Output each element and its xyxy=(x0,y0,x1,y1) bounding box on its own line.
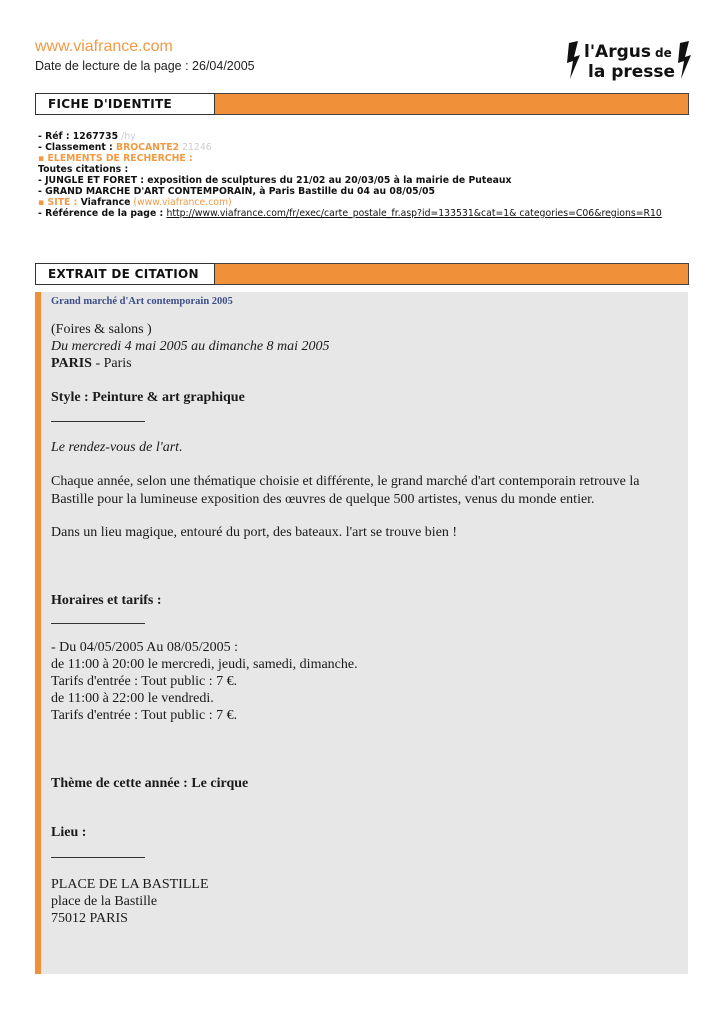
bullet-icon: ▪ xyxy=(38,197,48,208)
fiche-section-fill xyxy=(215,93,689,115)
argus-logo xyxy=(566,35,692,85)
extract-panel xyxy=(35,292,688,974)
horaires-heading: Horaires et tarifs : xyxy=(51,593,162,608)
ref-page-label: - Référence de la page : xyxy=(38,208,167,219)
logo-line2: la presse xyxy=(588,62,676,82)
city xyxy=(51,356,132,372)
site-name: Viafrance xyxy=(80,197,131,208)
citation-2: - GRAND MARCHE D'ART CONTEMPORAIN, à Paris Bastille du 04 au 08/05/05 xyxy=(38,186,435,197)
site-row xyxy=(38,197,662,208)
ref-page-row xyxy=(38,208,662,219)
horaires-line: Tarifs d'entrée : Tout public : 7 €. xyxy=(51,708,238,723)
ref-label: - Réf : xyxy=(38,131,73,142)
fiche-section-label: FICHE D'IDENTITE xyxy=(35,93,215,115)
city-rest: - Paris xyxy=(91,356,132,371)
paragraph-1: Chaque année, selon une thématique choisie et différente, le grand marché d'art contemporain retrouve la Bastille pour la lumineuse exposition des œuvres de quelque 500 artistes, venus du monde entier. xyxy=(51,474,640,507)
lieu-line: place de la Bastille xyxy=(51,894,158,909)
elements-label: ELEMENTS DE RECHERCHE : xyxy=(47,153,193,164)
ref-row xyxy=(38,131,662,142)
paragraph-2: Dans un lieu magique, entouré du port, des bateaux. l'art se trouve bien ! xyxy=(51,525,458,540)
extract-title: Grand marché d'Art contemporain 2005 xyxy=(51,296,233,307)
horaires-line: de 11:00 à 22:00 le vendredi. xyxy=(51,691,214,706)
dates: Du mercredi 4 mai 2005 au dimanche 8 mai 2005 xyxy=(51,339,330,354)
horaires-line: - Du 04/05/2005 Au 08/05/2005 : xyxy=(51,640,239,655)
logo-line1: l'Argus xyxy=(584,42,651,62)
classement-value: BROCANTE2 xyxy=(116,142,180,153)
horaires-line: Tarifs d'entrée : Tout public : 7 €. xyxy=(51,674,238,689)
divider xyxy=(51,421,145,422)
extrait-section-bar xyxy=(35,263,689,285)
site-url-ref[interactable]: (www.viafrance.com) xyxy=(133,197,232,208)
ref-ghost: /hy xyxy=(121,131,136,142)
elements-row xyxy=(38,153,662,164)
lieu-line: PLACE DE LA BASTILLE xyxy=(51,877,209,892)
citations-label: Toutes citations : xyxy=(38,164,129,175)
horaires-line: de 11:00 à 20:00 le mercredi, jeudi, samedi, dimanche. xyxy=(51,657,358,672)
extrait-section-label: EXTRAIT DE CITATION xyxy=(35,263,215,285)
classement-ghost: 21246 xyxy=(182,142,212,153)
classement-row xyxy=(38,142,662,153)
ref-value: 1267735 xyxy=(72,131,119,142)
citation-1: - JUNGLE ET FORET : exposition de sculptures du 21/02 au 20/03/05 à la mairie de Puteaux xyxy=(38,175,512,186)
divider xyxy=(51,857,145,858)
category: (Foires & salons ) xyxy=(51,322,152,337)
ref-page-link[interactable]: http://www.viafrance.com/fr/exec/carte_postale_fr.asp?id=133531&cat=1& categories=C06&regions=R10 xyxy=(166,208,662,219)
read-date: Date de lecture de la page : 26/04/2005 xyxy=(35,59,255,73)
extrait-section-fill xyxy=(215,263,689,285)
theme: Thème de cette année : Le cirque xyxy=(51,776,249,791)
divider xyxy=(51,623,145,624)
style: Style : Peinture & art graphique xyxy=(51,390,245,405)
lieu-line: 75012 PARIS xyxy=(51,911,128,926)
tagline: Le rendez-vous de l'art. xyxy=(51,440,183,455)
fiche-info xyxy=(38,131,662,219)
site-url[interactable]: www.viafrance.com xyxy=(35,38,173,55)
fiche-section-bar xyxy=(35,93,689,115)
site-label: SITE : xyxy=(47,197,81,208)
city-bold: PARIS xyxy=(51,356,92,371)
classement-label: - Classement : xyxy=(38,142,116,153)
logo-de: de xyxy=(655,46,672,60)
bullet-icon: ▪ xyxy=(38,153,48,164)
lieu-heading: Lieu : xyxy=(51,825,87,840)
